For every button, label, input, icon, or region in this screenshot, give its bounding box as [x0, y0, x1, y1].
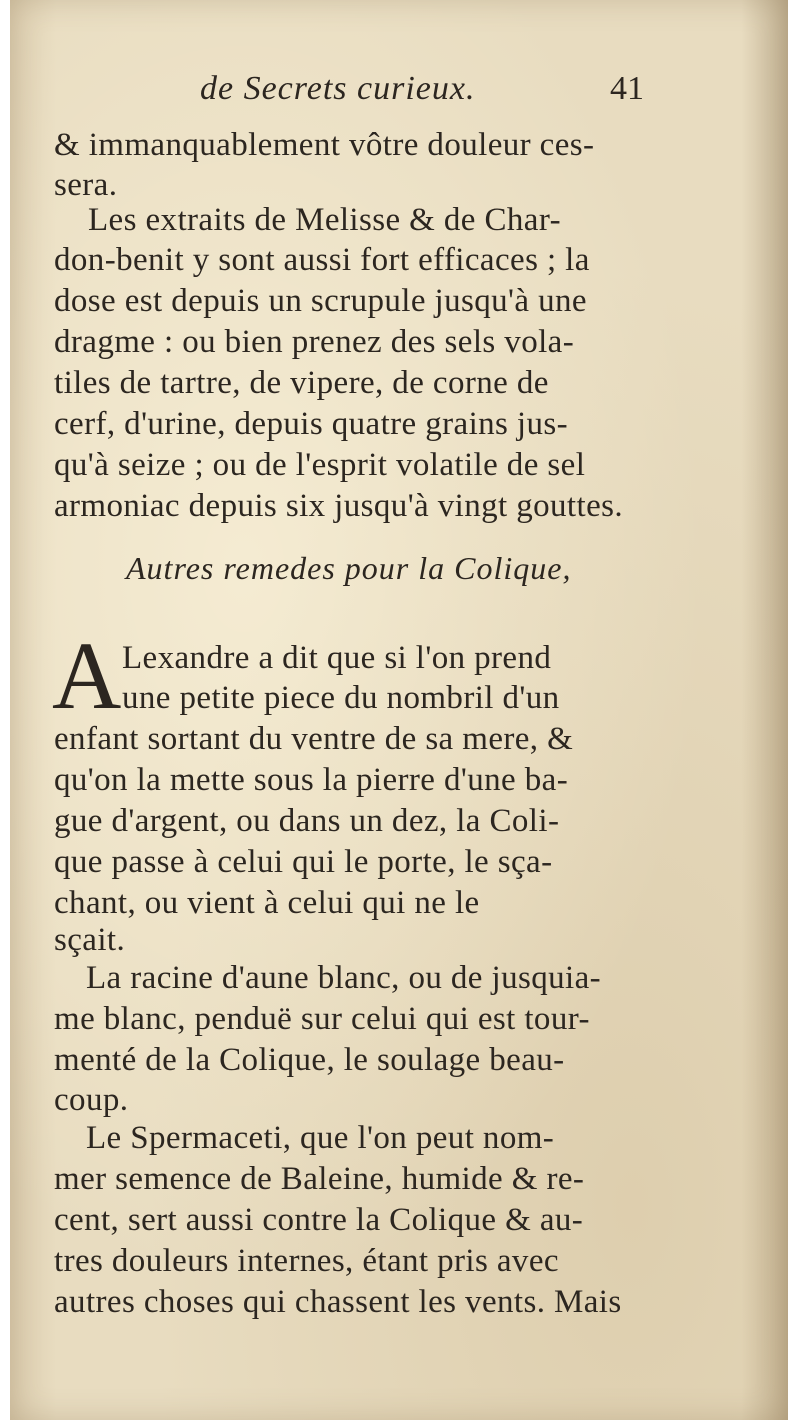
text-line: une petite piece du nombril d'un — [122, 680, 560, 716]
text-line: Les extraits de Melisse & de Char- — [88, 202, 561, 238]
text-line: chant, ou vient à celui qui ne le — [54, 885, 480, 921]
text-line: mer semence de Baleine, humide & re- — [54, 1161, 585, 1197]
text-line: don-benit y sont aussi fort efficaces ; la — [54, 242, 590, 278]
text-line: menté de la Colique, le soulage beau- — [54, 1042, 565, 1078]
text-line: que passe à celui qui le porte, le sça- — [54, 844, 553, 880]
text-line: dose est depuis un scrupule jusqu'à une — [54, 283, 587, 319]
text-line: armoniac depuis six jusqu'à vingt gouttes. — [54, 488, 624, 524]
text-line: qu'on la mette sous la pierre d'une ba- — [54, 762, 569, 798]
drop-cap: A — [52, 622, 122, 729]
text-line: cent, sert aussi contre la Colique & au- — [54, 1202, 584, 1238]
text-line: coup. — [54, 1082, 129, 1118]
text-line: dragme : ou bien prenez des sels vola- — [54, 324, 575, 360]
text-line: enfant sortant du ventre de sa mere, & — [54, 721, 574, 757]
text-line: sera. — [54, 167, 118, 203]
running-title: de Secrets curieux. — [200, 70, 476, 107]
text-line: Lexandre a dit que si l'on prend — [122, 640, 552, 676]
text-line: me blanc, penduë sur celui qui est tour- — [54, 1001, 590, 1037]
section-subtitle: Autres remedes pour la Colique, — [126, 550, 572, 586]
text-line: sçait. — [54, 922, 126, 958]
text-line: tres douleurs internes, étant pris avec — [54, 1243, 559, 1279]
text-line: tiles de tartre, de vipere, de corne de — [54, 365, 549, 401]
text-line: La racine d'aune blanc, ou de jusquia- — [86, 960, 602, 996]
text-line: gue d'argent, ou dans un dez, la Coli- — [54, 803, 560, 839]
text-line: autres choses qui chassent les vents. Mais — [54, 1284, 622, 1320]
text-line: Le Spermaceti, que l'on peut nom- — [86, 1120, 555, 1156]
text-line: cerf, d'urine, depuis quatre grains jus- — [54, 406, 569, 442]
book-page — [10, 0, 788, 1420]
text-line: & immanquablement vôtre douleur ces- — [54, 127, 595, 163]
text-line: qu'à seize ; ou de l'esprit volatile de sel — [54, 447, 586, 483]
page-number: 41 — [610, 70, 644, 107]
